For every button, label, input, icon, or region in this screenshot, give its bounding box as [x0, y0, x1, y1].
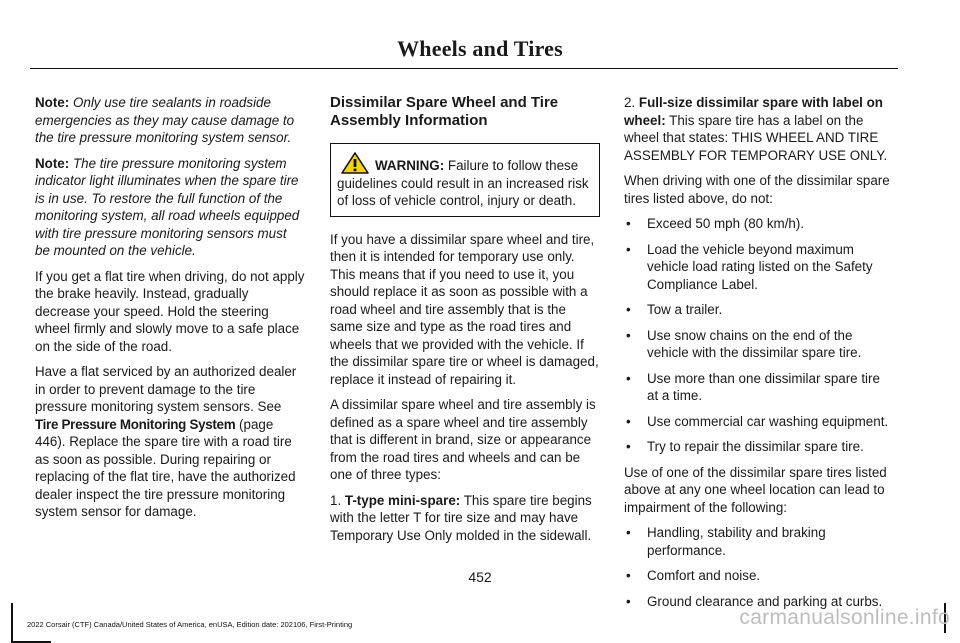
paragraph-flat-serviced	[35, 363, 305, 521]
note-label: Note:	[35, 155, 70, 171]
paragraph-text: Have a flat serviced by an authorized dealer in order to prevent damage to the tire pressure monitoring system sensors. See	[35, 364, 297, 414]
bullet-icon: •	[626, 241, 631, 257]
do-not-list	[624, 215, 894, 456]
list-item-text: Tow a trailer.	[647, 302, 723, 317]
paragraph-dissimilar-definition: A dissimilar spare wheel and tire assembly is defined as a spare wheel and tire assembly that is different in brand, size or appearance from the road tires and wheels and can be one of three types:	[330, 397, 596, 482]
type-item-full-size	[624, 94, 894, 164]
page-title: Wheels and Tires	[397, 36, 563, 61]
warning-label: WARNING:	[375, 158, 445, 173]
list-item	[624, 524, 894, 559]
crop-mark-left-vertical	[11, 603, 13, 643]
list-item-text: Handling, stability and braking performance.	[647, 525, 826, 558]
note-text: Only use tire sealants in roadside emergencies as they may cause damage to the tire pressure monitoring system sensor.	[35, 95, 295, 145]
type-item-t-type	[330, 492, 600, 545]
list-item	[624, 301, 894, 319]
bullet-icon: •	[626, 216, 631, 231]
list-item	[624, 241, 894, 294]
column-right	[624, 94, 894, 618]
paragraph-text: Replace the spare tire with a road tire as soon as possible. During repairing or replacing of the flat tire, have the authorized dealer inspect the tire pressure monitoring system sensor for damage.	[35, 434, 296, 519]
paragraph-impairment-intro: Use of one of the dissimilar spare tires listed above at any one wheel location can lead to impairment of the following:	[624, 464, 887, 515]
bullet-icon: •	[626, 327, 631, 343]
crop-mark-left-horizontal	[11, 641, 51, 643]
list-item-text: Use snow chains on the end of the vehicle with the dissimilar spare tire.	[647, 327, 862, 360]
list-item-text: Use more than one dissimilar spare tire at a time.	[647, 370, 880, 403]
warning-box	[330, 143, 600, 217]
impairment-list	[624, 524, 894, 610]
list-item-text: Use commercial car washing equipment.	[647, 413, 889, 429]
list-item-text: Comfort and noise.	[647, 568, 761, 583]
warning-triangle-icon	[341, 152, 369, 174]
type-number: 1.	[330, 492, 342, 508]
note-tire-sealant	[35, 94, 305, 147]
bullet-icon: •	[626, 413, 631, 429]
note-text: The tire pressure monitoring system indicator light illuminates when the spare tire is in use. To restore the full function of the monitoring system, all road wheels equipped with tire pressure monitoring sensors must be mounted on the vehicle.	[35, 155, 300, 258]
type-text: This spare tire has a label on the wheel that states: THIS WHEEL AND TIRE ASSEMBLY FOR TEMPORARY USE ONLY.	[624, 112, 888, 163]
bullet-icon: •	[626, 568, 631, 583]
page-reference: (page 446).	[35, 416, 274, 449]
note-label: Note:	[35, 95, 70, 110]
list-item-text: Ground clearance and parking at curbs.	[647, 593, 883, 609]
type-label: T-type mini-spare:	[344, 492, 461, 508]
title-divider	[30, 68, 898, 69]
type-text: This spare tire begins with the letter T for tire size and may have Temporary Use Only molded in the sidewall.	[330, 492, 592, 543]
list-item-text: Try to repair the dissimilar spare tire.	[647, 439, 864, 454]
list-item	[624, 413, 894, 431]
list-item	[624, 370, 894, 405]
column-middle	[330, 94, 600, 552]
type-number: 2.	[624, 95, 636, 110]
paragraph-do-not-intro: When driving with one of the dissimilar spare tires listed above, do not:	[624, 173, 890, 206]
paragraph-dissimilar-temporary: If you have a dissimilar spare wheel and tire, then it is intended for temporary use only. This means that if you need to use it, you should replace it as soon as possible with a road wheel and tire assembly that is the same size and type as the road tires and wheels that we provided with the vehicle. If the dissimilar spare tire or wheel is damaged, replace it instead of repairing it.	[330, 231, 599, 387]
bullet-icon: •	[626, 439, 631, 454]
list-item	[624, 438, 894, 456]
bullet-icon: •	[626, 525, 631, 540]
note-tpms-indicator	[35, 155, 305, 260]
page-number: 452	[468, 569, 492, 585]
list-item	[624, 327, 894, 362]
list-item-text: Exceed 50 mph (80 km/h).	[647, 216, 805, 231]
cross-reference-link[interactable]: Tire Pressure Monitoring System	[35, 416, 236, 432]
section-heading: Dissimilar Spare Wheel and Tire Assembly Information	[330, 94, 559, 129]
bullet-icon: •	[626, 302, 631, 317]
edition-footer: 2022 Corsair (CTF) Canada/United States of America, enUSA, Edition date: 202106, First-Printing	[27, 620, 353, 629]
paragraph-flat-tire-driving: If you get a flat tire when driving, do not apply the brake heavily. Instead, gradually decrease your speed. Hold the steering wheel firmly and slowly move to a safe place on the side of the road.	[35, 268, 305, 354]
warning-text: Failure to follow these guidelines could result in an increased risk of loss of vehicle control, injury or death.	[337, 158, 589, 208]
bullet-icon: •	[626, 593, 631, 609]
list-item	[624, 215, 894, 233]
watermark: carmanualsonline.info	[739, 606, 950, 629]
list-item-text: Load the vehicle beyond maximum vehicle load rating listed on the Safety Compliance Label.	[647, 241, 873, 292]
type-label: Full-size dissimilar spare with label on wheel:	[624, 95, 883, 128]
column-left	[35, 94, 305, 529]
bullet-icon: •	[626, 370, 631, 386]
